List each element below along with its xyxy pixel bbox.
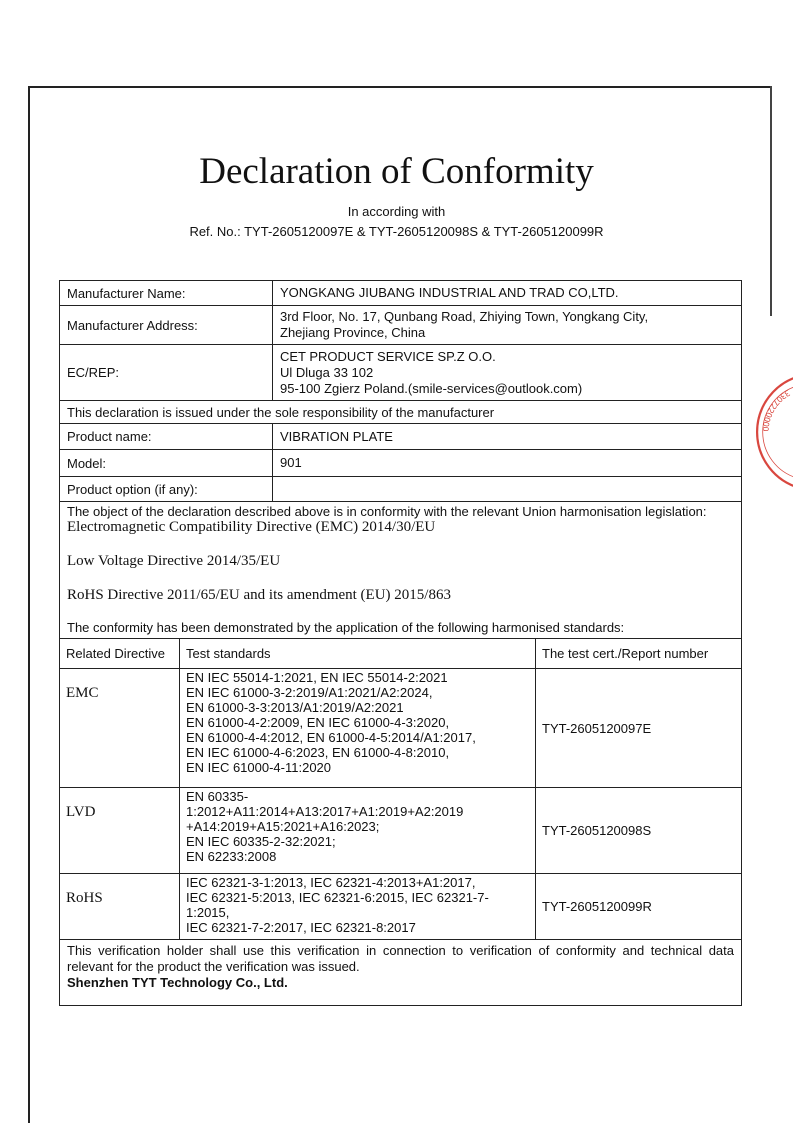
subtitle: In according with [347, 204, 446, 219]
standard-line: IEC 62321-7-2:2017, IEC 62321-8:2017 [186, 920, 416, 935]
manufacturer-name-value: YONGKANG JIUBANG INDUSTRIAL AND TRAD CO,LTD. [280, 285, 619, 300]
manufacturer-name-row [60, 281, 741, 306]
official-stamp [745, 372, 793, 492]
address-line: Zhejiang Province, China [280, 325, 426, 340]
ecrep-line: 95-100 Zgierz Poland.(smile-services@outlook.com) [280, 380, 583, 396]
standards-cell-emc [180, 669, 536, 788]
standards-cell-rohs [180, 874, 536, 940]
model-value: 901 [280, 455, 302, 470]
standard-line: EN IEC 61000-4-6:2023, EN 61000-4-8:2010, [186, 745, 450, 760]
stamp-text [761, 388, 792, 432]
ecrep-value [273, 345, 741, 400]
verification-statement: This verification holder shall use this verification in connection to verification of conformity and technical data relevant for the product the verification was issued. [67, 943, 734, 974]
report-cell-lvd: TYT-2605120098S [536, 788, 741, 874]
page-title: Declaration of Conformity [199, 151, 594, 192]
responsibility-statement: This declaration is issued under the sole responsibility of the manufacturer [67, 404, 495, 420]
directive-rohs: RoHS Directive 2011/65/EU and its amendment (EU) 2015/863 [67, 587, 451, 603]
report-cell-emc: TYT-2605120097E [536, 669, 741, 788]
standard-line: IEC 62321-5:2013, IEC 62321-6:2015, IEC 62321-7- [186, 890, 489, 905]
standard-line: EN IEC 61000-4-11:2020 [186, 760, 332, 775]
standards-table [60, 639, 741, 940]
standard-line: IEC 62321-3-1:2013, IEC 62321-4:2013+A1:2017, [186, 875, 476, 890]
standard-line: EN 61000-4-4:2012, EN 61000-4-5:2014/A1:2017, [186, 730, 476, 745]
standard-line: EN 60335- [186, 789, 249, 804]
conformity-section [60, 502, 741, 639]
report-cell-rohs: TYT-2605120099R [536, 874, 741, 940]
standard-line: EN IEC 60335-2-32:2021; [186, 834, 336, 849]
header-test-standards: Test standards [180, 639, 536, 669]
ecrep-line: Ul Dluga 33 102 [280, 364, 374, 380]
model-row [60, 450, 741, 477]
reference-number: Ref. No.: TYT-2605120097E & TYT-2605120098S & TYT-2605120099R [189, 224, 604, 239]
ecrep-line: CET PRODUCT SERVICE SP.Z O.O. [280, 348, 496, 364]
manufacturer-address-value [273, 306, 741, 344]
standard-line: +A14:2019+A15:2021+A16:2023; [186, 819, 380, 834]
model-label: Model: [60, 450, 273, 476]
product-name-label: Product name: [60, 424, 273, 449]
page-frame-top [28, 86, 771, 88]
directive-cell-emc: EMC [60, 669, 180, 788]
standard-line: 1:2012+A11:2014+A13:2017+A1:2019+A2:2019 [186, 804, 464, 819]
conformity-demonstrated: The conformity has been demonstrated by the application of the following harmonised standards: [67, 620, 625, 635]
directive-cell-rohs: RoHS [60, 874, 180, 940]
standard-line: EN 62233:2008 [186, 849, 277, 864]
page-frame-left [28, 86, 30, 1123]
page-frame-right [770, 86, 772, 316]
directive-cell-lvd: LVD [60, 788, 180, 874]
manufacturer-address-label: Manufacturer Address: [60, 306, 273, 344]
responsibility-row [60, 401, 741, 424]
product-option-row [60, 477, 741, 502]
directive-emc: Electromagnetic Compatibility Directive (EMC) 2014/30/EU [67, 519, 436, 535]
footer-section [60, 940, 741, 1006]
standard-line: EN IEC 55014-1:2021, EN IEC 55014-2:2021 [186, 670, 448, 685]
header-related-directive: Related Directive [60, 639, 180, 669]
ecrep-row [60, 345, 741, 401]
product-option-value [273, 477, 741, 501]
product-name-row [60, 424, 741, 450]
standard-line: EN 61000-4-2:2009, EN IEC 61000-4-3:2020, [186, 715, 450, 730]
standard-line: EN IEC 61000-3-2:2019/A1:2021/A2:2024, [186, 685, 433, 700]
standard-line: EN 61000-3-3:2013/A1:2019/A2:2021 [186, 700, 404, 715]
issuer-company: Shenzhen TYT Technology Co., Ltd. [67, 975, 288, 990]
stamp-text-path: 3307220000 [760, 387, 792, 432]
product-option-label: Product option (if any): [60, 477, 273, 501]
header-report-number: The test cert./Report number [536, 639, 741, 669]
declaration-table [59, 280, 742, 1006]
directive-lvd: Low Voltage Directive 2014/35/EU [67, 553, 281, 569]
standard-line: 1:2015, [186, 905, 230, 920]
standards-cell-lvd [180, 788, 536, 874]
ecrep-label: EC/REP: [60, 345, 273, 400]
address-line: 3rd Floor, No. 17, Qunbang Road, Zhiying Town, Yongkang City, [280, 309, 649, 324]
conformity-intro: The object of the declaration described above is in conformity with the relevant Union harmonisation legislation: [67, 504, 707, 519]
manufacturer-address-row [60, 306, 741, 345]
manufacturer-name-label: Manufacturer Name: [60, 281, 273, 305]
product-name-value: VIBRATION PLATE [280, 428, 393, 444]
